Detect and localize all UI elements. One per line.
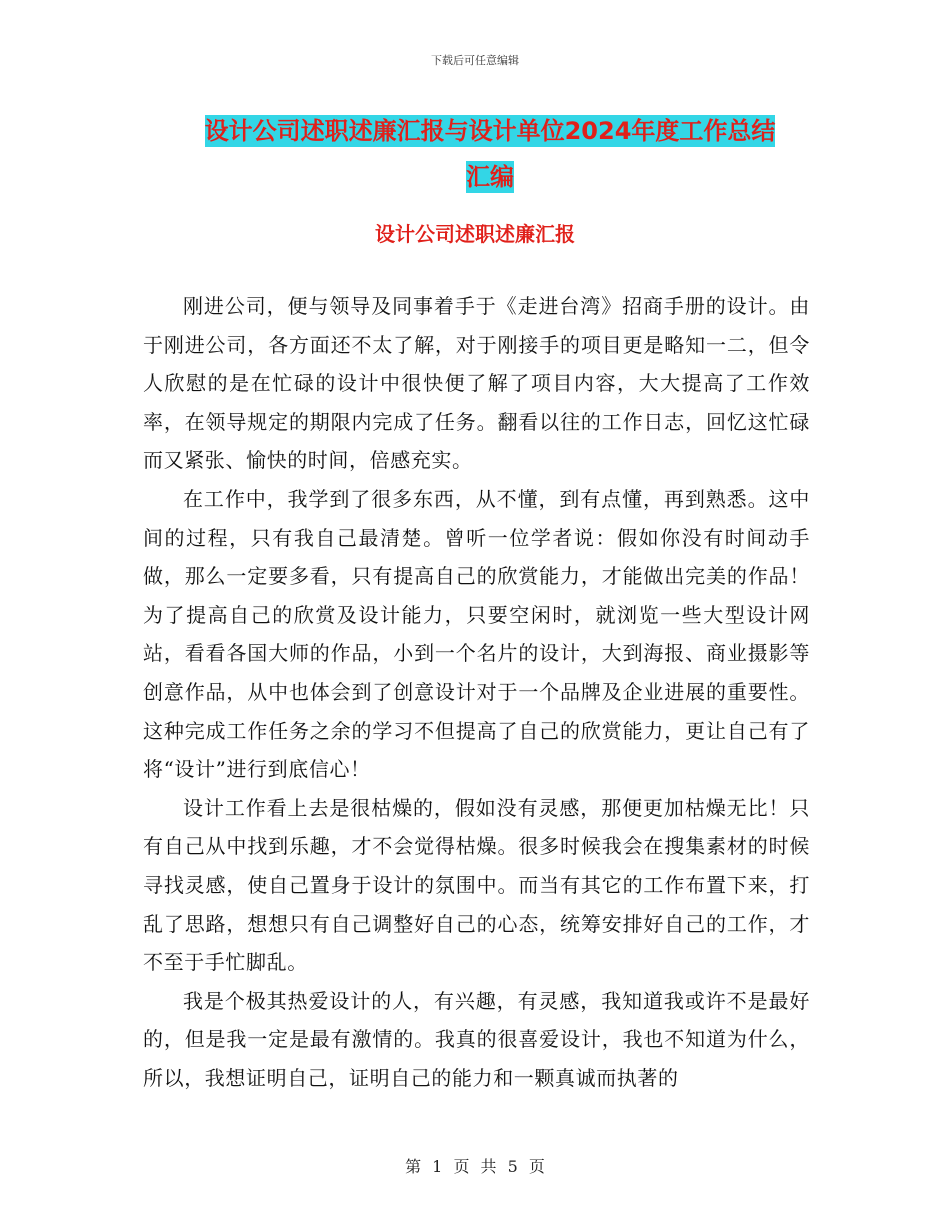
page-footer: 第 1 页 共 5 页 [405,1157,545,1176]
document-title-line2: 汇编 [466,163,514,191]
paragraph: 设计工作看上去是很枯燥的，假如没有灵感，那便更加枯燥无比！只有自己从中找到乐趣，才不会觉得枯燥。很多时候我会在搜集素材的时候寻找灵感，使自己置身于设计的氛围中。而当有其它的工作布置下来，打乱了思路，想想只有自己调整好自己的心态，统筹安排好自己的工作，才不至于手忙脚乱。 [143,795,810,975]
paragraph: 我是个极其热爱设计的人，有兴趣，有灵感，我知道我或许不是最好的，但是我一定是最有激情的。我真的很喜爱设计，我也不知道为什么，所以，我想证明自己，证明自己的能力和一颗真诚而执著的 [143,988,810,1090]
document-title [120,108,860,200]
paragraph: 在工作中，我学到了很多东西，从不懂，到有点懂，再到熟悉。这中间的过程，只有我自己最清楚。曾听一位学者说：假如你没有时间动手做，那么一定要多看，只有提高自己的欣赏能力，才能做出完美的作品！为了提高自己的欣赏及设计能力，只要空闲时，就浏览一些大型设计网站，看看各国大师的作品，小到一个名片的设计，大到海报、商业摄影等创意作品，从中也体会到了创意设计对于一个品牌及企业进展的重要性。这种完成工作任务之余的学习不但提高了自己的欣赏能力，更让自己有了将“设计”进行到底信心！ [143,486,810,782]
body-text [143,287,810,1097]
section-title: 设计公司述职述廉汇报 [375,222,575,246]
paragraph: 刚进公司，便与领导及同事着手于《走进台湾》招商手册的设计。由于刚进公司，各方面还不太了解，对于刚接手的项目更是略知一二，但令人欣慰的是在忙碌的设计中很快便了解了项目内容，大大提高了工作效率，在领导规定的期限内完成了任务。翻看以往的工作日志，回忆这忙碌而又紧张、愉快的时间，倍感充实。 [143,294,810,473]
document-title-line1: 设计公司述职述廉汇报与设计单位2024年度工作总结 [204,117,776,145]
header-note: 下载后可任意编辑 [431,54,519,67]
